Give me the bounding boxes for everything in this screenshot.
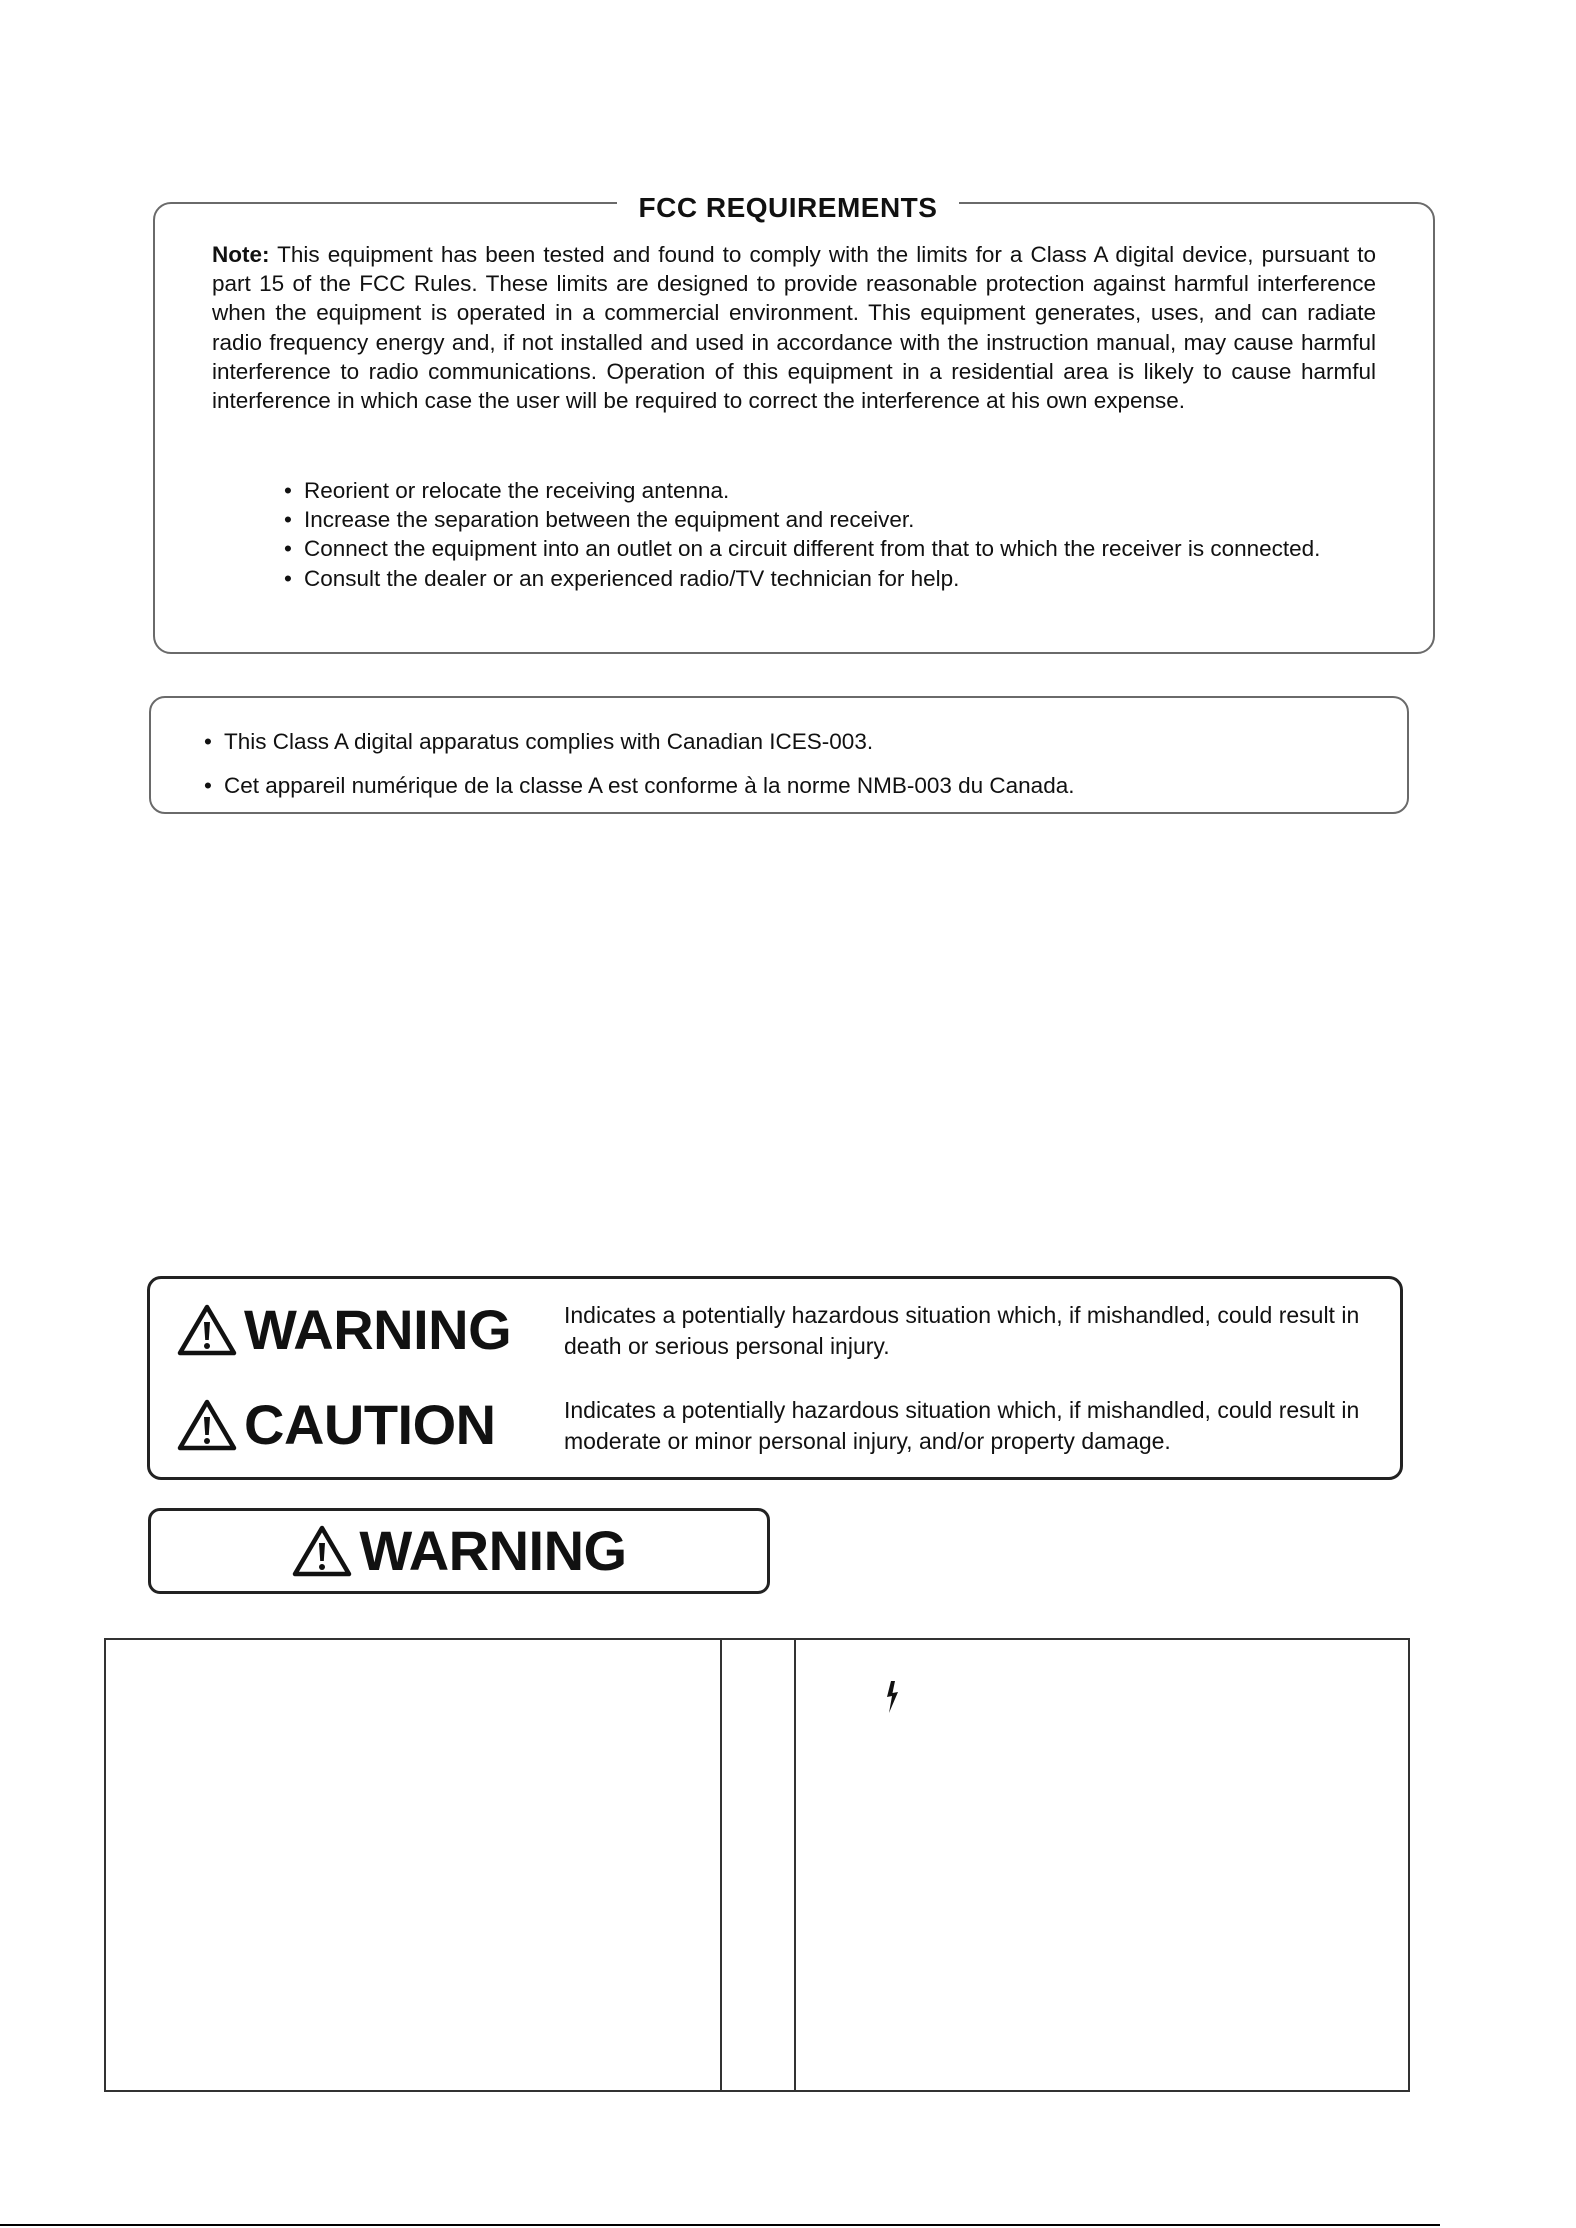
- warning-triangle-icon: [176, 1303, 238, 1357]
- legend-warning-description: Indicates a potentially hazardous situation which, if mishandled, could result in death or serious personal injury.: [564, 1302, 1360, 1359]
- warning-triangle-icon: [291, 1524, 353, 1578]
- warning-heading-label: WARNING: [359, 1519, 627, 1582]
- lightning-bolt-icon: [884, 1680, 900, 1714]
- list-item: • This Class A digital apparatus complies with Canadian ICES-003.: [204, 720, 1384, 764]
- legend-warning-signal: [176, 1300, 511, 1360]
- legend-caution-signal: [176, 1395, 496, 1455]
- list-item: • Consult the dealer or an experienced radio/TV technician for help.: [284, 564, 1376, 593]
- list-item: • Reorient or relocate the receiving antenna.: [284, 476, 1376, 505]
- warning-triangle-icon: [176, 1398, 238, 1452]
- list-item: • Cet appareil numérique de la classe A est conforme à la norme NMB-003 du Canada.: [204, 764, 1384, 808]
- fcc-note-label: Note:: [212, 242, 270, 267]
- fcc-note-text: This equipment has been tested and found to comply with the limits for a Class A digital device, pursuant to part 15 of the FCC Rules. These limits are designed to provide reasonable protection against harmful interference when the equipment is operated in a commercial environment. This equipment generates, uses, and can radiate radio frequency energy and, if not installed and used in accordance with the instruction manual, may cause harmful interference to radio communications. Operation of this equipment in a residential area is likely to cause harmful interference in which case the user will be required to correct the interference at his own expense.: [212, 242, 1376, 414]
- table-column-divider: [794, 1640, 796, 2090]
- warning-heading-box: [148, 1508, 770, 1594]
- list-item: • Increase the separation between the equipment and receiver.: [284, 505, 1376, 534]
- table-column-divider: [720, 1640, 722, 2090]
- fcc-note: [212, 240, 1376, 415]
- fcc-measures-list: [284, 476, 1376, 593]
- list-item: • Connect the equipment into an outlet on a circuit different from that to which the receiver is connected.: [284, 534, 1376, 563]
- warning-table: [104, 1638, 1410, 2092]
- fcc-title: FCC REQUIREMENTS: [0, 188, 1576, 228]
- legend-caution-description: Indicates a potentially hazardous situation which, if mishandled, could result in moderate or minor personal injury, and/or property damage.: [564, 1397, 1360, 1454]
- legend-caution-label: CAUTION: [244, 1393, 496, 1456]
- page-bottom-rule: [0, 2224, 1440, 2226]
- warning-heading: [291, 1521, 626, 1581]
- legend-warning-label: WARNING: [244, 1298, 512, 1361]
- canada-compliance-list: [204, 720, 1384, 808]
